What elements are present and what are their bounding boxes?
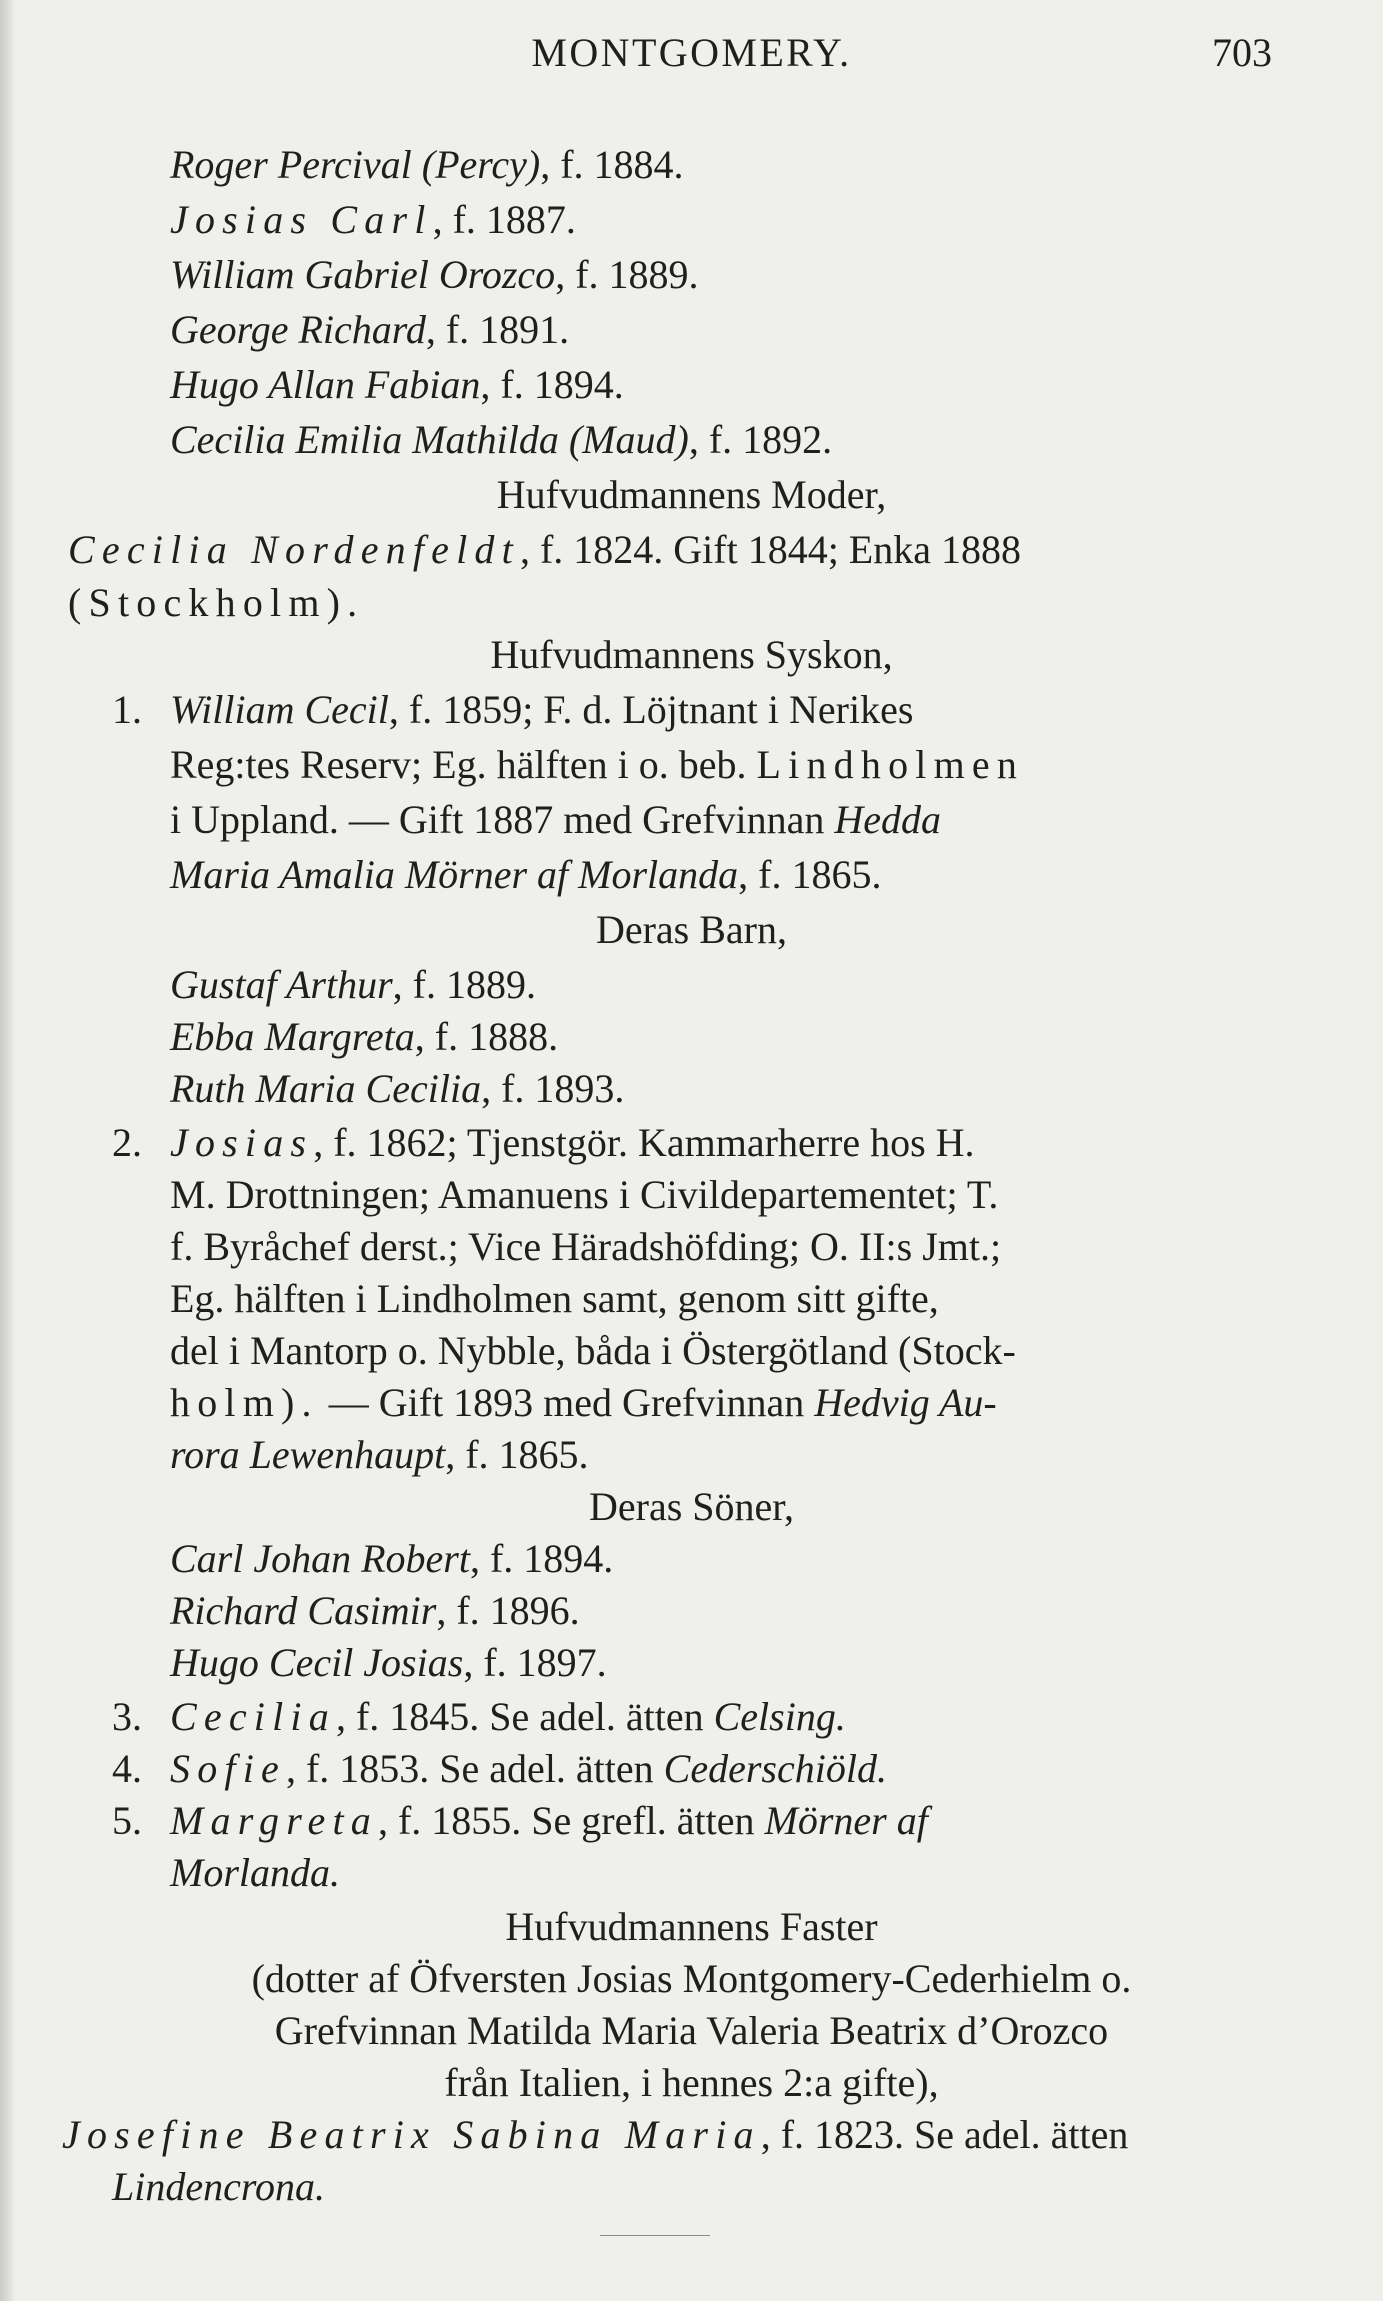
child-entry xyxy=(0,360,1383,410)
page-number: 703 xyxy=(1212,30,1272,75)
aunt-text: , f. 1823. Se adel. ätten xyxy=(760,2112,1129,2157)
siblings-heading: Hufvudmannens Syskon, xyxy=(490,632,893,677)
estate-name: Lindholmen xyxy=(756,742,1025,787)
child-name: Josias Carl xyxy=(170,197,433,242)
child-name: Ebba Margreta xyxy=(170,1014,415,1059)
child-entry xyxy=(0,1586,1383,1636)
child-entry xyxy=(0,1638,1383,1688)
sibling-entry xyxy=(0,685,1383,735)
aunt-parentage xyxy=(0,2058,1383,2108)
sibling-text: , f. 1855. Se grefl. ätten xyxy=(377,1798,765,1843)
child-birth: , f. 1889. xyxy=(392,962,536,1007)
aunt-name: Josefine Beatrix Sabina Maria xyxy=(62,2112,761,2157)
mother-heading: Hufvudmannens Moder, xyxy=(496,472,887,517)
aunt-parentage-text: (dotter af Öfversten Josias Montgomery-Cederhielm o. xyxy=(251,1956,1132,2001)
sibling-text: i Uppland. — Gift 1887 med Grefvinnan xyxy=(170,797,825,842)
sibling-text: , f. 1853. Se adel. ätten xyxy=(285,1746,664,1791)
sibling-entry-cont xyxy=(0,1848,1383,1898)
mother-details: , f. 1824. Gift 1844; Enka 1888 xyxy=(519,527,1021,572)
child-entry xyxy=(0,250,1383,300)
child-birth: , f. 1892. xyxy=(688,417,833,462)
sibling-name: William Cecil xyxy=(170,687,389,732)
child-birth: , f. 1891. xyxy=(425,307,570,352)
aunt-parentage-text: från Italien, i hennes 2:a gifte), xyxy=(444,2060,939,2105)
running-header xyxy=(0,28,1383,78)
sibling-text: f. Byråchef derst.; Vice Häradshöfding; O. II:s Jmt.; xyxy=(170,1224,1002,1269)
sibling-place: holm). xyxy=(170,1380,319,1425)
child-birth: , f. 1894. xyxy=(469,1536,614,1581)
aunt-entry xyxy=(0,2110,1383,2160)
family-reference: Celsing. xyxy=(713,1694,846,1739)
child-name: Cecilia Emilia Mathilda (Maud) xyxy=(170,417,689,462)
sibling-entry-cont xyxy=(0,740,1383,790)
sibling-text: , f. 1859; F. d. Löjtnant i Nerikes xyxy=(388,687,914,732)
child-name: William Gabriel Orozco xyxy=(170,252,556,297)
sibling-text: del i Mantorp o. Nybble, båda i Östergötland (Stock- xyxy=(170,1328,1016,1373)
child-name: Gustaf Arthur xyxy=(170,962,393,1007)
section-heading xyxy=(0,470,1383,520)
sibling-entry xyxy=(0,1796,1383,1846)
child-birth: , f. 1896. xyxy=(436,1588,580,1633)
child-birth: , f. 1884. xyxy=(540,142,684,187)
sibling-entry-cont xyxy=(0,1326,1383,1376)
children-heading: Deras Barn, xyxy=(595,907,788,952)
sibling-entry-cont xyxy=(0,850,1383,900)
mother-entry xyxy=(0,525,1383,575)
sibling-entry-cont xyxy=(0,1170,1383,1220)
mother-name: Cecilia Nordenfeldt xyxy=(68,527,520,572)
child-birth: , f. 1897. xyxy=(463,1640,607,1685)
child-entry xyxy=(0,1534,1383,1584)
sibling-text: , f. 1865. xyxy=(738,852,882,897)
spouse-name: Maria Amalia Mörner af Morlanda xyxy=(170,852,739,897)
sibling-number: 1. xyxy=(112,687,142,732)
sibling-entry xyxy=(0,1744,1383,1794)
sibling-text: — Gift 1893 med Grefvinnan xyxy=(318,1380,815,1425)
child-name: Richard Casimir xyxy=(170,1588,437,1633)
sibling-number: 2. xyxy=(112,1120,142,1165)
child-name: Roger Percival (Percy) xyxy=(170,142,541,187)
sibling-name: Josias xyxy=(170,1120,314,1165)
child-entry xyxy=(0,960,1383,1010)
spouse-name: Hedda xyxy=(834,797,941,842)
family-reference: Mörner af xyxy=(764,1798,928,1843)
child-birth: , f. 1888. xyxy=(414,1014,559,1059)
sibling-number: 4. xyxy=(112,1746,142,1791)
sibling-text: , f. 1862; Tjenstgör. Kammarherre hos H. xyxy=(313,1120,975,1165)
aunt-parentage xyxy=(0,2006,1383,2056)
child-name: George Richard xyxy=(170,307,426,352)
section-heading xyxy=(0,905,1383,955)
sibling-text: , f. 1865. xyxy=(445,1432,589,1477)
aunt-parentage-text: Grefvinnan Matilda Maria Valeria Beatrix d’Orozco xyxy=(274,2008,1109,2053)
child-birth: , f. 1887. xyxy=(432,197,576,242)
sibling-text: , f. 1845. Se adel. ätten xyxy=(335,1694,714,1739)
section-heading xyxy=(0,1482,1383,1532)
sibling-entry xyxy=(0,1118,1383,1168)
child-birth: , f. 1889. xyxy=(555,252,699,297)
child-name: Hugo Allan Fabian xyxy=(170,362,481,407)
sibling-text: M. Drottningen; Amanuens i Civildepartementet; T. xyxy=(170,1172,999,1217)
sibling-entry-cont xyxy=(0,1274,1383,1324)
sibling-entry-cont xyxy=(0,1222,1383,1272)
child-name: Hugo Cecil Josias xyxy=(170,1640,464,1685)
sibling-name: Margreta xyxy=(170,1798,378,1843)
child-entry xyxy=(0,140,1383,190)
spouse-name: rora Lewenhaupt xyxy=(170,1432,446,1477)
aunt-entry-cont xyxy=(0,2162,1383,2212)
sibling-number: 5. xyxy=(112,1798,142,1843)
child-entry xyxy=(0,305,1383,355)
sibling-name: Cecilia xyxy=(170,1694,336,1739)
spouse-name: Hedvig Au- xyxy=(814,1380,997,1425)
sibling-entry-cont xyxy=(0,795,1383,845)
sibling-entry xyxy=(0,1692,1383,1742)
child-name: Carl Johan Robert xyxy=(170,1536,470,1581)
sibling-text: Eg. hälften i Lindholmen samt, genom sitt gifte, xyxy=(170,1276,939,1321)
mother-place: (Stockholm). xyxy=(68,580,365,625)
sons-heading: Deras Söner, xyxy=(589,1484,794,1529)
section-heading xyxy=(0,1902,1383,1952)
child-birth: , f. 1894. xyxy=(480,362,624,407)
sibling-number: 3. xyxy=(112,1694,142,1739)
child-entry xyxy=(0,1012,1383,1062)
sibling-entry-cont xyxy=(0,1378,1383,1428)
child-name: Ruth Maria Cecilia xyxy=(170,1066,482,1111)
closing-rule xyxy=(600,2235,710,2236)
child-birth: , f. 1893. xyxy=(481,1066,625,1111)
sibling-entry-cont xyxy=(0,1430,1383,1480)
family-reference: Cederschiöld. xyxy=(663,1746,887,1791)
sibling-name: Sofie xyxy=(170,1746,286,1791)
header-family-name: MONTGOMERY. xyxy=(531,30,852,75)
aunt-parentage xyxy=(0,1954,1383,2004)
family-reference: Morlanda. xyxy=(170,1850,340,1895)
child-entry xyxy=(0,1064,1383,1114)
section-heading xyxy=(0,630,1383,680)
child-entry xyxy=(0,195,1383,245)
child-entry xyxy=(0,415,1383,465)
family-reference: Lindencrona. xyxy=(112,2164,325,2209)
sibling-text: Reg:tes Reserv; Eg. hälften i o. beb. xyxy=(170,742,747,787)
mother-entry-cont xyxy=(0,578,1383,628)
aunt-heading: Hufvudmannens Faster xyxy=(505,1904,878,1949)
